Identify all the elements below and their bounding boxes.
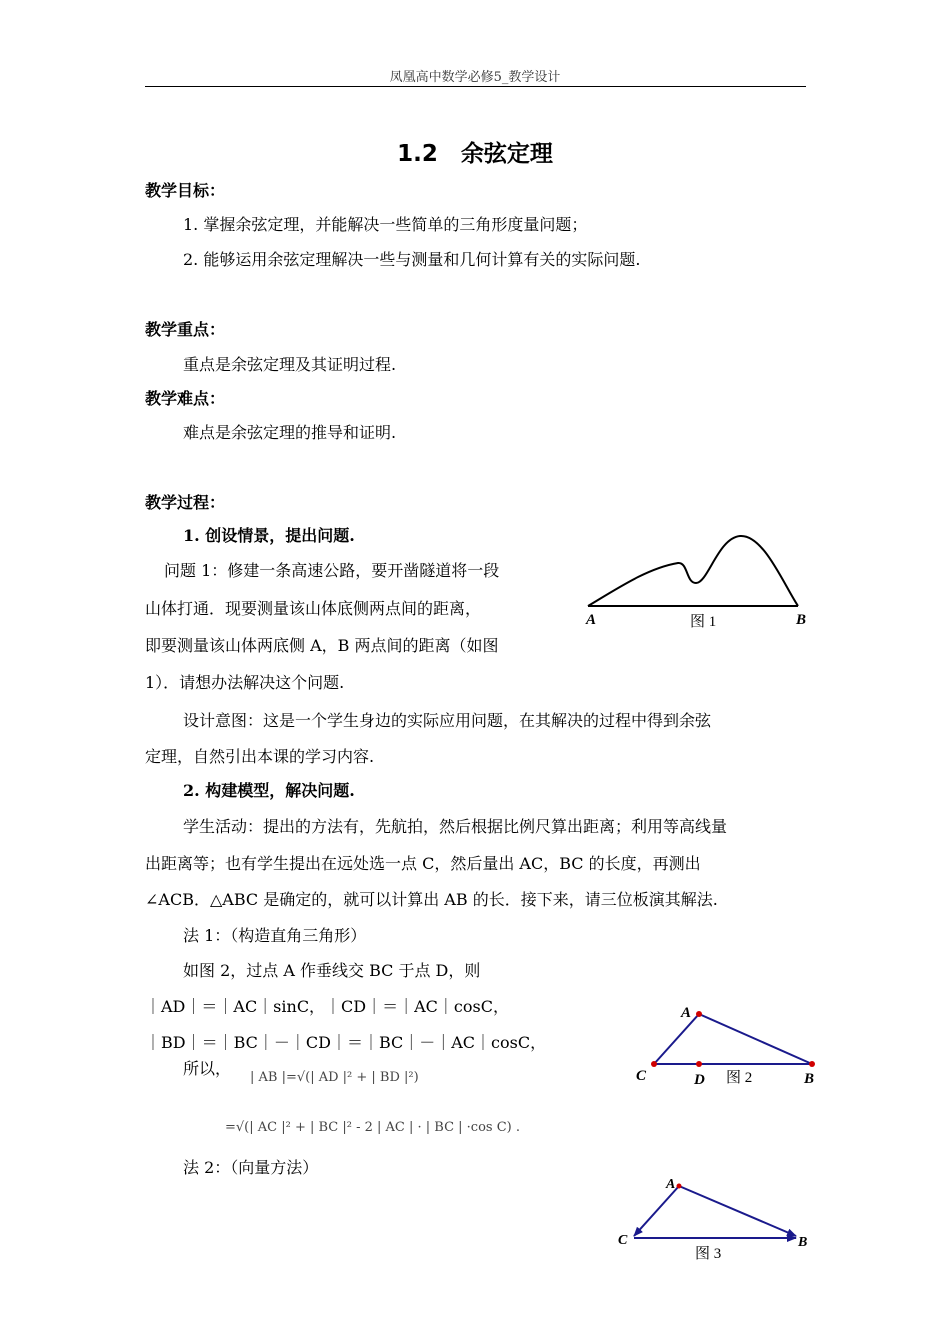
page-header: 凤凰高中数学必修5_教学设计: [389, 70, 561, 85]
fig1-caption: 图 1: [690, 614, 717, 630]
method1-line-1: 如图 2，过点 A 作垂线交 BC 于点 D，则: [183, 961, 481, 980]
method1-line-3: ｜BD｜＝｜BC｜－｜CD｜＝｜BC｜－｜AC｜cosC，: [145, 1033, 547, 1052]
fig3-label-b: B: [798, 1235, 808, 1250]
activity-line-1: 学生活动：提出的方法有，先航拍，然后根据比例尺算出距离；利用等高线量: [183, 817, 728, 836]
difficulties-text: 难点是余弦定理的推导和证明.: [183, 423, 397, 442]
key-points-heading: 教学重点：: [145, 320, 226, 339]
page-title: 1.2 余弦定理: [397, 141, 553, 167]
design-line-2: 定理，自然引出本课的学习内容.: [145, 747, 375, 766]
fig2-label-c: C: [636, 1068, 647, 1084]
fig2-label-a: A: [681, 1005, 692, 1021]
fig3-label-c: C: [618, 1233, 628, 1248]
figure-1-mountain: [578, 528, 818, 633]
objectives-heading: 教学目标：: [145, 181, 226, 200]
problem1-line-4: 1）．请想办法解决这个问题.: [145, 673, 345, 692]
fig2-label-b: B: [804, 1071, 815, 1087]
activity-line-3: ∠ACB．△ABC 是确定的，就可以计算出 AB 的长．接下来，请三位板演其解法.: [145, 890, 718, 909]
fig3-label-a: A: [666, 1177, 676, 1192]
fig3-caption: 图 3: [695, 1246, 722, 1262]
method1-line-2: ｜AD｜＝｜AC｜sinC，｜CD｜＝｜AC｜cosC，: [145, 997, 509, 1016]
problem1-line-2: 山体打通．现要测量该山体底侧两点间的距离，: [145, 599, 482, 618]
fig2-caption: 图 2: [726, 1070, 753, 1086]
problem1-line-1: 问题 1：修建一条高速公路，要开凿隧道将一段: [164, 561, 500, 580]
objective-item-2: 2. 能够运用余弦定理解决一些与测量和几何计算有关的实际问题.: [183, 250, 641, 269]
header-rule: [145, 86, 806, 87]
fig1-label-b: B: [796, 612, 807, 628]
design-line-1: 设计意图：这是一个学生身边的实际应用问题，在其解决的过程中得到余弦: [183, 711, 712, 730]
key-points-text: 重点是余弦定理及其证明过程.: [183, 355, 397, 374]
process-heading: 教学过程：: [145, 493, 226, 512]
difficulties-heading: 教学难点：: [145, 389, 226, 408]
activity-line-2: 出距离等；也有学生提出在远处选一点 C，然后量出 AC，BC 的长度，再测出: [145, 854, 701, 873]
fig1-label-a: A: [586, 612, 597, 628]
formula-1: | AB |=√(| AD |² + | BD |²): [250, 1070, 419, 1085]
step1-title: 1. 创设情景，提出问题.: [183, 526, 355, 545]
method2-title: 法 2：（向量方法）: [183, 1158, 319, 1177]
problem1-line-3: 即要测量该山体两底侧 A，B 两点间的距离（如图: [145, 636, 499, 655]
figure-2-triangle: [630, 998, 830, 1090]
fig2-label-d: D: [694, 1072, 705, 1088]
formula-2: =√(| AC |² + | BC |² - 2 | AC | · | BC | ·cos C) .: [225, 1120, 520, 1135]
method1-title: 法 1：（构造直角三角形）: [183, 926, 367, 945]
method1-line-4: 所以，: [183, 1059, 232, 1078]
figure-3-vectors: [610, 1168, 815, 1264]
objective-item-1: 1. 掌握余弦定理，并能解决一些简单的三角形度量问题；: [183, 215, 588, 234]
step2-title: 2. 构建模型，解决问题.: [183, 781, 355, 800]
